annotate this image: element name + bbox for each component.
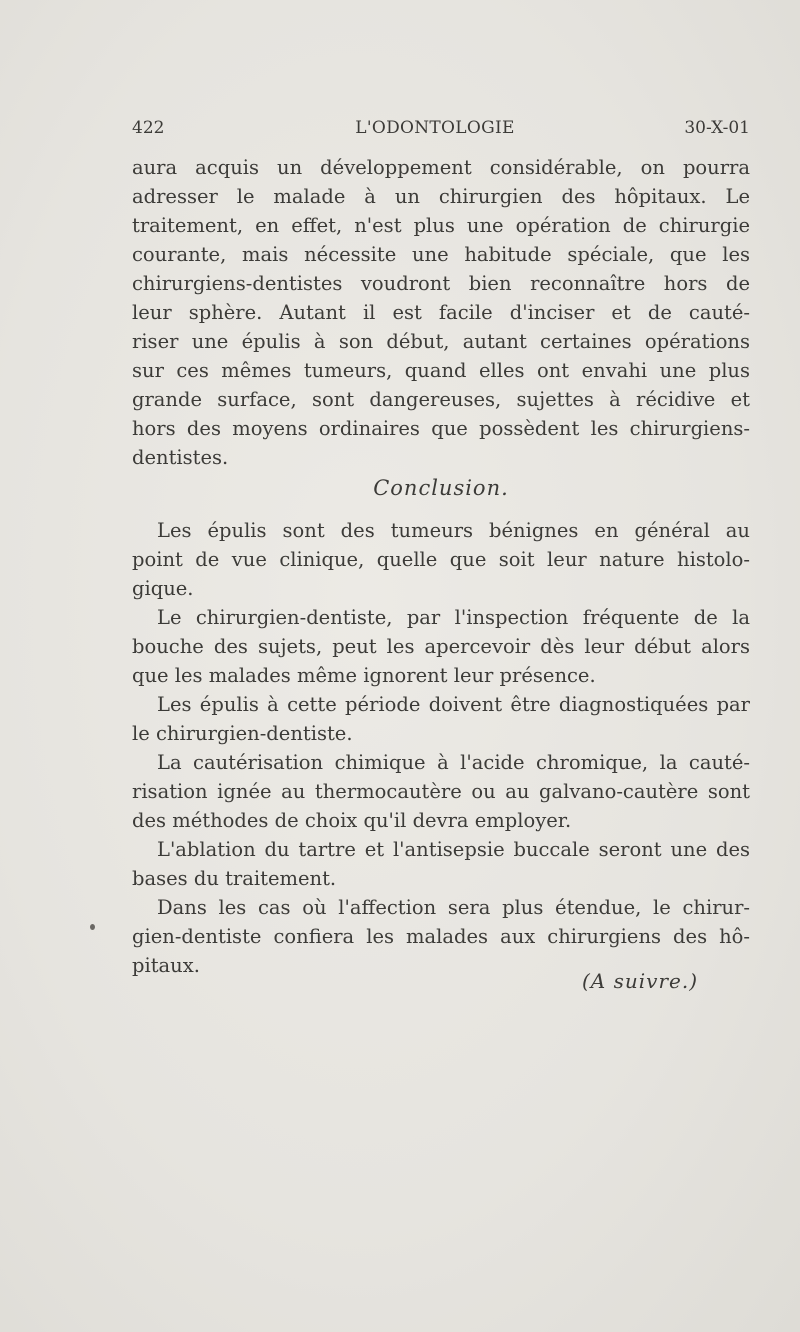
running-header: [132, 118, 750, 140]
paragraph-treatment: [132, 153, 750, 472]
text-line: grande surface, sont dangereuses, sujettes à récidive et: [132, 388, 750, 411]
text-line: courante, mais nécessite une habitude spéciale, que les: [132, 243, 750, 266]
text-line: adresser le malade à un chirurgien des hôpitaux. Le: [132, 185, 750, 208]
journal-title: L'ODONTOLOGIE: [355, 118, 515, 138]
text-line: chirurgiens-dentistes voudront bien reconnaître hors de: [132, 272, 750, 295]
conclusion-body: [132, 516, 750, 980]
text-line: que les malades même ignorent leur présence.: [132, 664, 596, 687]
issue-date: 30-X-01: [684, 118, 750, 138]
text-line: L'ablation du tartre et l'antisepsie buccale seront une des: [157, 838, 750, 861]
section-heading: Conclusion.: [373, 476, 509, 500]
text-line: La cautérisation chimique à l'acide chromique, la cauté-: [157, 751, 750, 774]
text-line: Les épulis sont des tumeurs bénignes en général au: [157, 519, 750, 542]
text-line: aura acquis un développement considérable, on pourra: [132, 156, 750, 179]
ink-speck: [90, 924, 95, 930]
text-line: le chirurgien-dentiste.: [132, 722, 353, 745]
text-line: sur ces mêmes tumeurs, quand elles ont envahi une plus: [132, 359, 750, 382]
text-line: bouche des sujets, peut les apercevoir dès leur début alors: [132, 635, 750, 658]
text-line: hors des moyens ordinaires que possèdent les chirurgiens-: [132, 417, 750, 440]
text-line: pitaux.: [132, 954, 200, 977]
text-line: Les épulis à cette période doivent être diagnostiquées par: [157, 693, 750, 716]
text-line: point de vue clinique, quelle que soit leur nature histolo-: [132, 548, 750, 571]
text-line: riser une épulis à son début, autant certaines opérations: [132, 330, 750, 353]
text-line: bases du traitement.: [132, 867, 337, 890]
text-line: leur sphère. Autant il est facile d'inciser et de cauté-: [132, 301, 750, 324]
text-line: dentistes.: [132, 446, 229, 469]
text-line: Dans les cas où l'affection sera plus étendue, le chirur-: [157, 896, 750, 919]
continuation-note: (A suivre.): [582, 969, 698, 993]
text-line: Le chirurgien-dentiste, par l'inspection fréquente de la: [157, 606, 750, 629]
text-line: gique.: [132, 577, 194, 600]
text-line: gien-dentiste confiera les malades aux chirurgiens des hô-: [132, 925, 750, 948]
page-number: 422: [132, 118, 165, 138]
text-line: risation ignée au thermocautère ou au galvano-cautère sont: [132, 780, 750, 803]
text-line: traitement, en effet, n'est plus une opération de chirurgie: [132, 214, 750, 237]
text-line: des méthodes de choix qu'il devra employer.: [132, 809, 572, 832]
